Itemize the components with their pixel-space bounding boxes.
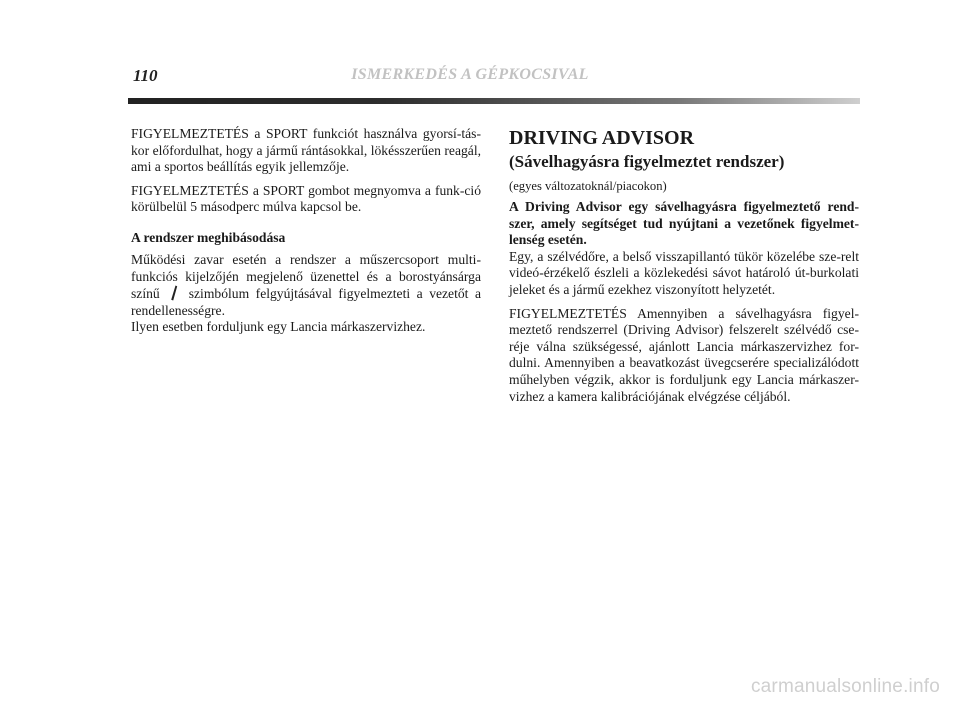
section-subheading: (Sávelhagyásra figyelmeztet rendszer): [509, 152, 785, 171]
sensor-description: Egy, a szélvédőre, a belső visszapillantó tükör közelébe sze-relt videó-érzékelő észleli a közlekedési sávot határoló út-burkolati jeleket és a jármű ezekhez viszonyított helyzetét.: [509, 248, 859, 297]
warning-sport-button: FIGYELMEZTETÉS a SPORT gombot megnyomva a funk-ció körülbelül 5 másodperc múlva kapcsol be.: [131, 182, 481, 215]
service-advice: Ilyen esetben forduljunk egy Lancia márkaszervizhez.: [131, 319, 426, 335]
right-column: [509, 126, 859, 405]
watermark: carmanualsonline.info: [750, 676, 940, 697]
windscreen-warning: FIGYELMEZTETÉS Amennyiben a sávelhagyásra figyel-meztető rendszerrel (Driving Advisor) felszerelt szélvédő cse-réje válna szükségessé, ajánlott Lancia márkaszervizhez for-dulni. Amennyiben a beavatkozást üvegcserére specializálódott műhelyben végzik, akkor is forduljunk egy Lancia márkaszer-vizhez a kamera kalibrációjának elvégzése céljából.: [509, 305, 859, 404]
page-number: 110: [133, 66, 158, 85]
header-divider: [128, 98, 860, 104]
left-column: [131, 126, 481, 336]
warning-sport-acceleration: FIGYELMEZTETÉS a SPORT funkciót használva gyorsí-táskor előfordulhat, hogy a jármű rántásokkal, lökésszerűen reagál, ami a sportos beállítás egyik jellemzője.: [131, 126, 481, 175]
malfunction-text-after-icon: szimbólum felgyújtásával figyelmezteti a vezetőt a rendellenességre.: [131, 286, 481, 318]
malfunction-paragraph: [131, 252, 481, 319]
availability-note: (egyes változatoknál/piacokon): [509, 179, 667, 193]
malfunction-text-before-icon: Működési zavar esetén a rendszer a műszercsoport multi-funkciós kijelzőjén megjelenő üzenettel és a borostyánsárga színű: [131, 251, 481, 302]
malfunction-heading: A rendszer meghibásodása: [131, 229, 286, 245]
section-heading: DRIVING ADVISOR: [509, 127, 695, 149]
intro-lead: A Driving Advisor egy sávelhagyásra figyelmeztető rend-szer, amely segítséget tud nyújtani a vezetőnek figyelmet-lenség esetén.: [509, 199, 859, 248]
lane-departure-icon: [169, 285, 179, 301]
section-title: ISMERKEDÉS A GÉPKOCSIVAL: [351, 66, 589, 83]
